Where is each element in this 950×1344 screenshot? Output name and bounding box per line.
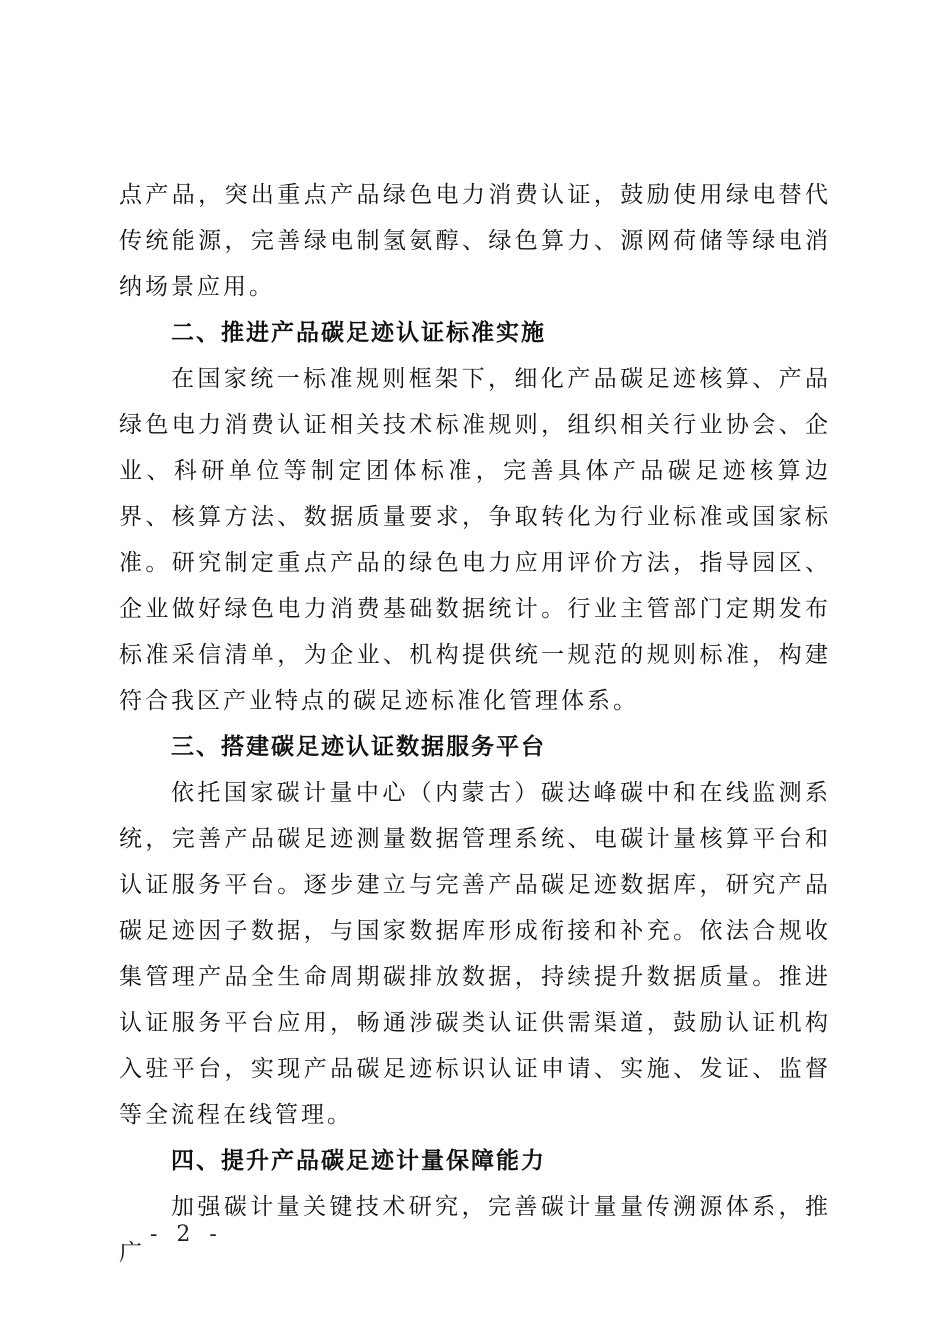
section-body-3: 依托国家碳计量中心（内蒙古）碳达峰碳中和在线监测系统，完善产品碳足迹测量数据管理系统、电碳计量核算平台和认证服务平台。逐步建立与完善产品碳足迹数据库，研究产品碳足迹因子数据，与国家数据库形成衔接和补充。依法合规收集管理产品全生命周期碳排放数据，持续提升数据质量。推进认证服务平台应用，畅通涉碳类认证供需渠道，鼓励认证机构入驻平台，实现产品碳足迹标识认证申请、实施、发证、监督等全流程在线管理。 <box>119 780 831 1128</box>
continued-paragraph: 点产品，突出重点产品绿色电力消费认证，鼓励使用绿电替代传统能源，完善绿电制氢氨醇、绿色算力、源网荷储等绿电消纳场景应用。 <box>119 182 831 300</box>
section-body-2: 在国家统一标准规则框架下，细化产品碳足迹核算、产品绿色电力消费认证相关技术标准规则，组织相关行业协会、企业、科研单位等制定团体标准，完善具体产品碳足迹核算边界、核算方法、数据质量要求，争取转化为行业标准或国家标准。研究制定重点产品的绿色电力应用评价方法，指导园区、企业做好绿色电力消费基础数据统计。行业主管部门定期发布标准采信清单，为企业、机构提供统一规范的规则标准，构建符合我区产业特点的碳足迹标准化管理体系。 <box>119 366 831 714</box>
section-heading-2: 二、推进产品碳足迹认证标准实施 <box>171 320 546 346</box>
section-heading-3: 三、搭建碳足迹认证数据服务平台 <box>171 734 546 760</box>
document-body <box>119 172 831 1276</box>
section-body-4: 加强碳计量关键技术研究，完善碳计量量传溯源体系，推广 <box>119 1194 831 1266</box>
section-heading-4: 四、提升产品碳足迹计量保障能力 <box>171 1148 546 1174</box>
page-number: - 2 - <box>150 1222 223 1247</box>
